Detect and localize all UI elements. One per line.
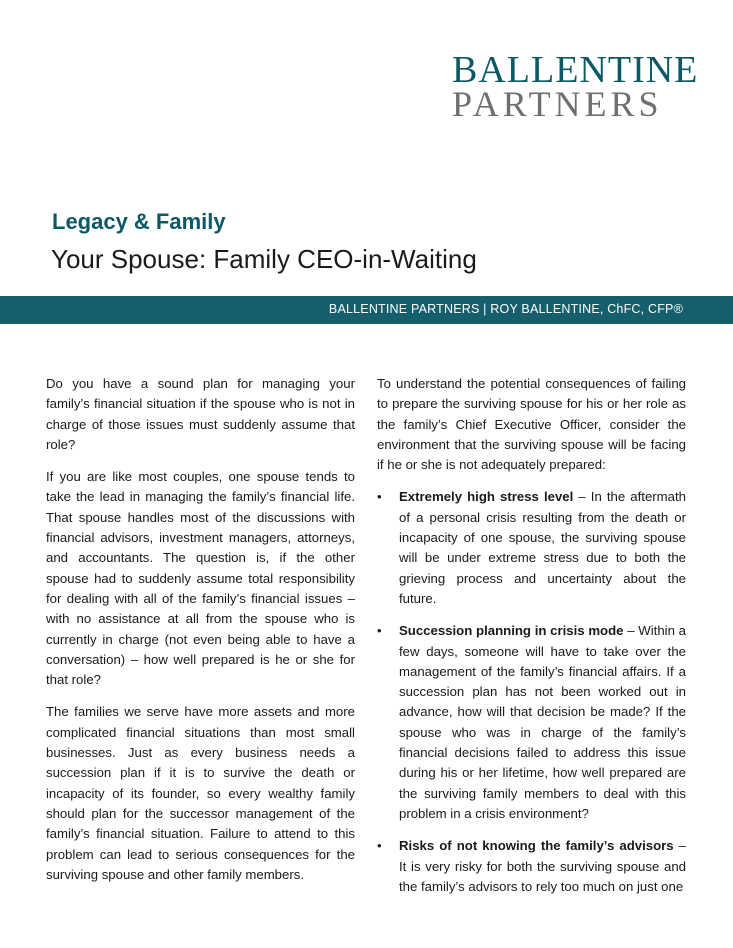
intro-paragraph: To understand the potential consequences of failing to prepare the surviving spouse for his or her role as the family’s Chief Executive Officer, consider the environment that the surviving spouse will be facing if he or she is not adequately prepared: bbox=[377, 376, 686, 473]
left-column bbox=[46, 374, 355, 897]
list-item bbox=[377, 621, 686, 824]
right-column bbox=[377, 374, 686, 909]
author-band bbox=[0, 296, 733, 324]
section-label: Legacy & Family bbox=[52, 209, 226, 234]
paragraph: If you are like most couples, one spouse tends to take the lead in managing the family’s financial life. That spouse handles most of the discussions with financial advisors, investment managers, attorneys, and accountants. The question is, if the other spouse had to suddenly assume total responsibility for dealing with all of the family’s financial issues – with no assistance at all from the spouse who is currently in charge (not even being able to have a conversation) – how well prepared is he or she for that role? bbox=[46, 469, 355, 688]
company-logo bbox=[452, 49, 699, 124]
paragraph: Do you have a sound plan for managing your family’s financial situation if the spouse who is not in charge of those issues must suddenly assume that role? bbox=[46, 376, 355, 452]
byline: BALLENTINE PARTNERS | ROY BALLENTINE, ChFC, CFP® bbox=[328, 302, 683, 316]
bullet-text: – It is very risky for both the surviving spouse and the family’s advisors to rely too much on just one bbox=[399, 838, 687, 894]
page-title: Your Spouse: Family CEO-in-Waiting bbox=[51, 244, 477, 274]
logo-line-2: PARTNERS bbox=[452, 84, 663, 124]
bullet-marker: • bbox=[377, 838, 382, 854]
list-item bbox=[377, 836, 686, 897]
bullet-heading: Risks of not knowing the family’s advisors bbox=[399, 838, 674, 854]
bullet-heading: Succession planning in crisis mode bbox=[399, 623, 624, 639]
bullet-list bbox=[377, 487, 686, 897]
bullet-text: – In the aftermath of a personal crisis resulting from the death or incapacity of one spouse, the surviving spouse will be under extreme stress due to both the grieving process and uncertainty about the future. bbox=[399, 489, 686, 606]
list-item bbox=[377, 487, 686, 609]
bullet-marker: • bbox=[377, 623, 382, 639]
logo-line-1: BALLENTINE bbox=[452, 49, 699, 91]
bullet-text: – Within a few days, someone will have to take over the management of the family’s financial affairs. If a succession plan has not been worked out in advance, how will that decision be made? If the spouse who was in charge of the family’s financial decisions failed to address this issue during his or her lifetime, how well prepared are the surviving family members to deal with this problem in a crisis environment? bbox=[399, 623, 686, 821]
bullet-heading: Extremely high stress level bbox=[399, 489, 574, 505]
bullet-marker: • bbox=[377, 489, 382, 505]
paragraph: The families we serve have more assets and more complicated financial situations than most small businesses. Just as every business needs a succession plan if it is to survive the death or incapacity of its founder, so every wealthy family should plan for the successor management of the family’s financial situation. Failure to attend to this problem can lead to serious consequences for the surviving spouse and other family members. bbox=[46, 704, 355, 882]
